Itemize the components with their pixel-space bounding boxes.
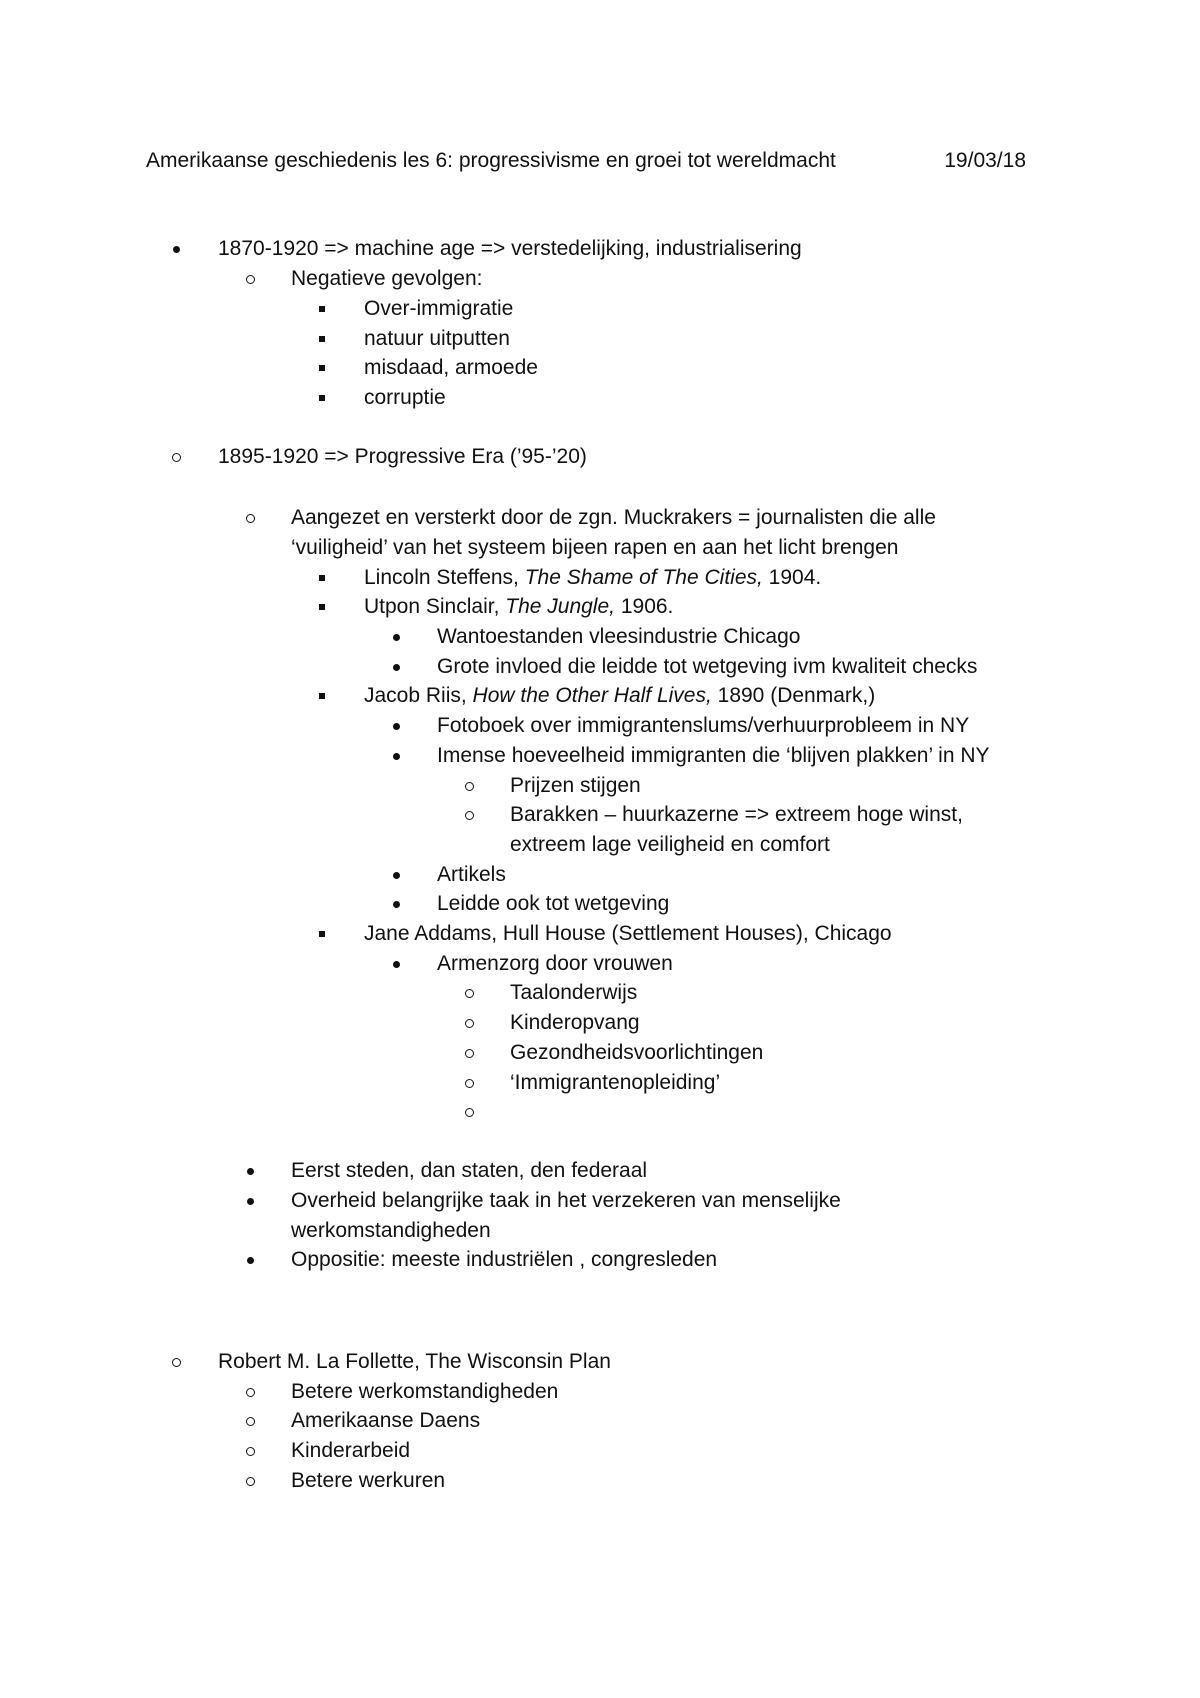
document-date: 19/03/18 xyxy=(944,149,1026,172)
list-item xyxy=(364,592,673,622)
list-item xyxy=(510,830,830,860)
list-item xyxy=(364,681,875,711)
list-item-text: Grote invloed die leidde tot wetgeving ivm kwaliteit checks xyxy=(437,655,978,678)
list-item-text: Prijzen stijgen xyxy=(510,774,641,797)
square-bullet-icon xyxy=(310,592,334,622)
list-item xyxy=(291,1216,491,1246)
list-item-text: Robert M. La Follette, The Wisconsin Plan xyxy=(218,1350,611,1373)
list-item-italic-text: The Shame of The Cities, xyxy=(524,566,763,589)
circle-bullet-icon xyxy=(457,1038,481,1068)
square-bullet-icon xyxy=(310,919,334,949)
list-item-text: Lincoln Steffens, xyxy=(364,566,525,589)
circle-bullet-icon xyxy=(164,442,188,472)
list-item-text: Taalonderwijs xyxy=(510,981,638,1004)
list-item-text: Eerst steden, dan staten, den federaal xyxy=(291,1159,648,1182)
list-item xyxy=(291,1186,841,1216)
list-item-text: Kinderopvang xyxy=(510,1011,640,1034)
disc-bullet-icon xyxy=(164,234,188,264)
list-item-text: 1890 (Denmark,) xyxy=(711,684,876,707)
list-item xyxy=(437,711,969,741)
list-item xyxy=(437,860,506,890)
list-item-text: Over-immigratie xyxy=(364,297,514,320)
list-item xyxy=(364,563,821,593)
square-bullet-icon xyxy=(310,324,334,354)
circle-bullet-icon xyxy=(457,1097,481,1127)
circle-bullet-icon xyxy=(238,1436,262,1466)
document-title: Amerikaanse geschiedenis les 6: progressivisme en groei tot wereldmacht xyxy=(146,149,836,172)
list-item-text: Jacob Riis, xyxy=(364,684,473,707)
list-item-text: Armenzorg door vrouwen xyxy=(437,952,673,975)
list-item xyxy=(291,1377,558,1407)
list-item-italic-text: How the Other Half Lives, xyxy=(472,684,712,707)
list-item xyxy=(437,622,800,652)
list-item-text: Oppositie: meeste industriëlen , congresleden xyxy=(291,1248,718,1271)
list-item-text: corruptie xyxy=(364,386,446,409)
list-item-text: Barakken – huurkazerne => extreem hoge winst, xyxy=(510,803,963,826)
list-item xyxy=(218,234,802,264)
disc-bullet-icon xyxy=(384,711,408,741)
list-item xyxy=(437,652,977,682)
list-item xyxy=(364,353,538,383)
circle-bullet-icon xyxy=(457,771,481,801)
disc-bullet-icon xyxy=(238,1245,262,1275)
list-item-text: natuur uitputten xyxy=(364,327,510,350)
list-item xyxy=(291,264,482,294)
list-item-text: Amerikaanse Daens xyxy=(291,1409,481,1432)
square-bullet-icon xyxy=(310,563,334,593)
circle-bullet-icon xyxy=(238,264,262,294)
circle-bullet-icon xyxy=(238,1406,262,1436)
circle-bullet-icon xyxy=(457,1068,481,1098)
disc-bullet-icon xyxy=(238,1156,262,1186)
list-item-text: Kinderarbeid xyxy=(291,1439,411,1462)
list-item-text: Leidde ook tot wetgeving xyxy=(437,892,670,915)
list-item-text: 1870-1920 => machine age => verstedelijking, industrialisering xyxy=(218,237,802,260)
list-item xyxy=(437,741,990,771)
square-bullet-icon xyxy=(310,681,334,711)
list-item-text: Jane Addams, Hull House (Settlement Houses), Chicago xyxy=(364,922,892,945)
list-item-text: werkomstandigheden xyxy=(291,1219,491,1242)
list-item xyxy=(218,442,587,472)
list-item xyxy=(291,503,936,533)
list-item-text: Gezondheidsvoorlichtingen xyxy=(510,1041,764,1064)
list-item-text: ‘vuiligheid’ van het systeem bijeen rapen en aan het licht brengen xyxy=(291,536,899,559)
list-item xyxy=(291,1245,717,1275)
disc-bullet-icon xyxy=(384,860,408,890)
list-item xyxy=(291,1406,480,1436)
circle-bullet-icon xyxy=(238,1377,262,1407)
square-bullet-icon xyxy=(310,294,334,324)
list-item-text: Fotoboek over immigrantenslums/verhuurprobleem in NY xyxy=(437,714,970,737)
disc-bullet-icon xyxy=(384,949,408,979)
square-bullet-icon xyxy=(310,353,334,383)
circle-bullet-icon xyxy=(164,1347,188,1377)
disc-bullet-icon xyxy=(384,622,408,652)
list-item-text: 1906. xyxy=(615,595,674,618)
list-item xyxy=(364,294,513,324)
circle-bullet-icon xyxy=(457,978,481,1008)
list-item xyxy=(364,919,892,949)
list-item-text: Betere werkomstandigheden xyxy=(291,1380,559,1403)
list-item xyxy=(510,1008,640,1038)
disc-bullet-icon xyxy=(384,889,408,919)
square-bullet-icon xyxy=(310,383,334,413)
list-item-text: Betere werkuren xyxy=(291,1469,446,1492)
list-item xyxy=(510,1068,720,1098)
list-item xyxy=(291,1436,410,1466)
list-item xyxy=(437,949,673,979)
list-item xyxy=(510,978,637,1008)
list-item-text: 1904. xyxy=(762,566,822,589)
list-item-text: misdaad, armoede xyxy=(364,356,538,379)
list-item xyxy=(364,383,446,413)
list-item-text: 1895-1920 => Progressive Era (’95-’20) xyxy=(218,445,587,468)
list-item xyxy=(510,1038,763,1068)
list-item xyxy=(291,1156,647,1186)
document-header xyxy=(146,146,1026,176)
list-item-text: Utpon Sinclair, xyxy=(364,595,506,618)
list-item xyxy=(510,800,963,830)
list-item-text: Imense hoeveelheid immigranten die ‘blijven plakken’ in NY xyxy=(437,744,990,767)
circle-bullet-icon xyxy=(238,1466,262,1496)
list-item xyxy=(510,771,641,801)
list-item-text: ‘Immigrantenopleiding’ xyxy=(510,1071,721,1094)
list-item-text: extreem lage veiligheid en comfort xyxy=(510,833,830,856)
disc-bullet-icon xyxy=(384,652,408,682)
list-item xyxy=(291,533,898,563)
list-item-text: Negatieve gevolgen: xyxy=(291,267,483,290)
list-item xyxy=(218,1347,611,1377)
list-item xyxy=(291,1466,445,1496)
list-item xyxy=(364,324,510,354)
list-item xyxy=(437,889,669,919)
list-item-text: Artikels xyxy=(437,863,506,886)
circle-bullet-icon xyxy=(457,800,481,830)
list-item-text: Wantoestanden vleesindustrie Chicago xyxy=(437,625,801,648)
circle-bullet-icon xyxy=(238,503,262,533)
list-item-italic-text: The Jungle, xyxy=(505,595,615,618)
list-item-text: Overheid belangrijke taak in het verzekeren van menselijke xyxy=(291,1189,841,1212)
circle-bullet-icon xyxy=(457,1008,481,1038)
list-item-text: Aangezet en versterkt door de zgn. Muckrakers = journalisten die alle xyxy=(291,506,936,529)
disc-bullet-icon xyxy=(384,741,408,771)
disc-bullet-icon xyxy=(238,1186,262,1216)
